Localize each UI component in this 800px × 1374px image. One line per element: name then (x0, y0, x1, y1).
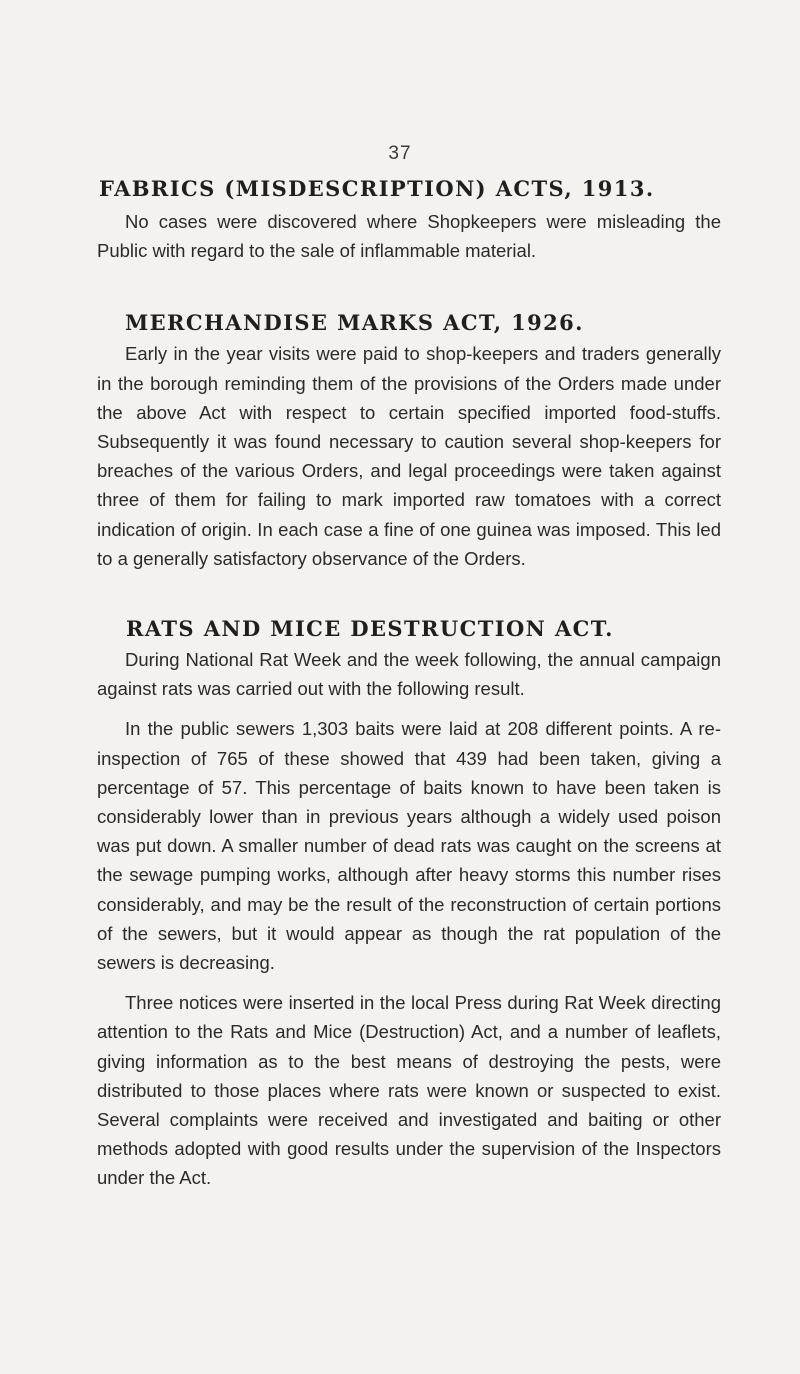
section-heading-merchandise-marks-act: MERCHANDISE MARKS ACT, 1926. (125, 310, 584, 336)
section-heading-fabrics-act: FABRICS (MISDESCRIPTION) ACTS, 1913. (99, 176, 655, 201)
paragraph-fabrics-act: No cases were discovered where Shopkeepers were misleading the Public with regard to the sale of inflammable material. (97, 211, 721, 262)
paragraph-press-notices-and-leaflets: Three notices were inserted in the local Press during Rat Week directing attention to the Rats and Mice (Destruction) Act, and a number of leaflets, giving information as to the best means of destroying the pests, were distributed to those places where rats were known or suspected to exist. Several complaints were received and investigated and baiting or other methods adopted with good results under the supervision of the Inspectors under the Act. (97, 992, 721, 1189)
paragraph-merchandise-marks-act: Early in the year visits were paid to shop-keepers and traders generally in the borough reminding them of the provisions of the Orders made under the above Act with respect to certain specified imported food-stuffs. Subsequently it was found necessary to caution several shop-keepers for breaches of the various Orders, and legal proceedings were taken against three of them for failing to mark imported raw tomatoes with a correct indication of origin. In each case a fine of one guinea was imposed. This led to a generally satisfactory observance of the Orders. (97, 343, 721, 569)
page-number: 37 (388, 143, 412, 164)
page-content (97, 176, 721, 1193)
paragraph-sewer-baiting-results: In the public sewers 1,303 baits were laid at 208 different points. A re-inspection of 765 of these showed that 439 had been taken, giving a percentage of 57. This percentage of baits known to have been taken is considerably lower than in previous years although a widely used poison was put down. A smaller number of dead rats was caught on the screens at the sewage pumping works, although after heavy storms this number rises considerably, and may be the result of the reconstruction of certain portions of the sewers, but it would appear as though the rat population of the sewers is decreasing. (97, 718, 721, 974)
section-heading-rats-and-mice-act: RATS AND MICE DESTRUCTION ACT. (126, 616, 614, 642)
paragraph-rat-week-campaign: During National Rat Week and the week following, the annual campaign against rats was carried out with the following result. (97, 649, 721, 700)
